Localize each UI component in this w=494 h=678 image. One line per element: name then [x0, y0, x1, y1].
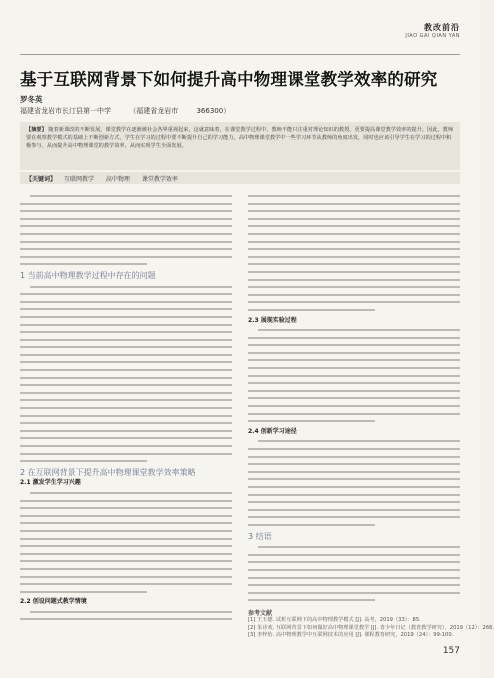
subsection-heading-2-1: 2.1 激发学生学习兴趣: [20, 479, 81, 487]
section-name: 教改前沿: [424, 23, 460, 32]
body-column-left: [20, 192, 232, 625]
section-name-pinyin: JIAO GAI QIAN YAN: [405, 33, 460, 39]
section-heading-2: 2 在互联网背景下提升高中物理课堂教学效率策略: [20, 467, 196, 477]
subsection-2-1-paragraph: [20, 489, 232, 595]
body-column-right: [248, 192, 494, 639]
subsection-heading-2-2: 2.2 创设问题式教学情境: [20, 598, 87, 606]
subsection-2-3-paragraph: [248, 326, 460, 425]
reference-item: [1] 王玉德. 试析互联网下的高中物理教学模式 [J]. 高考，2019（33）：85.: [248, 617, 421, 624]
references-title: 参考文献: [248, 609, 273, 617]
page-number: 157: [442, 646, 460, 656]
keyword: 课堂教学效率: [141, 176, 178, 183]
section-header: [405, 22, 460, 39]
affiliation-school: 福建省龙岩市长汀县第一中学: [20, 107, 111, 115]
article-title: 基于互联网背景下如何提升高中物理课堂教学效率的研究: [20, 70, 438, 89]
keywords-box: [20, 172, 460, 184]
reference-item: [3] 李梓怡. 高中物理教学中互联网技术的应用 [J]. 课程教育研究，2019（24）：99-100.: [248, 631, 454, 638]
conclusion-paragraph: [248, 543, 460, 604]
keywords-label: 【关键词】: [26, 176, 57, 183]
author-name: 罗冬英: [20, 95, 43, 104]
subsection-heading-2-3: 2.3 展现实验过程: [248, 316, 297, 324]
keyword: 高中物理: [105, 176, 130, 183]
reference-item: [2] 朱诗欢. 互联网背景下如何做好高中物理课堂教学 [J]. 青少年日记（教育教学研究），2019（12）：266.: [248, 624, 494, 631]
section-heading-3: 3 结语: [248, 531, 272, 541]
section-heading-1: 1 当前高中物理教学过程中存在的问题: [20, 270, 156, 280]
affiliation-postcode: 366300）: [196, 107, 231, 115]
affiliation-province: （福建省龙岩市: [129, 107, 179, 115]
abstract-label: 【摘要】: [26, 127, 47, 133]
keyword: 互联网教学: [63, 176, 94, 183]
header-divider: [20, 54, 460, 55]
section-1-paragraph: [20, 283, 232, 465]
subsection-heading-2-4: 2.4 创新学习途径: [248, 427, 297, 435]
subsection-2-2-continued: [248, 192, 460, 314]
abstract-box: [20, 122, 460, 170]
abstract-text: 随着新课改的不断发展，课堂教学在逐渐被社会各界重视起来，这就意味着，在课堂教学过程中，教师不能只注重对理论知识的教授，更要提高课堂教学效率的提升。因此，教师要在观察教学模式的基础上不断创新方式，学生在学习的过程中要不断提升自己的学习能力，高中物理课堂教学中一些学习环节从教师的角度出发，同时也应该引导学生在学习的过程中积极参与，从而提升高中物理课堂的教学效率，从而实现学生全面发展。: [26, 127, 454, 149]
author-affiliation: [20, 106, 246, 116]
subsection-2-4-paragraph: [248, 437, 460, 528]
intro-paragraph: [20, 192, 232, 268]
subsection-2-2-paragraph: [20, 608, 232, 623]
